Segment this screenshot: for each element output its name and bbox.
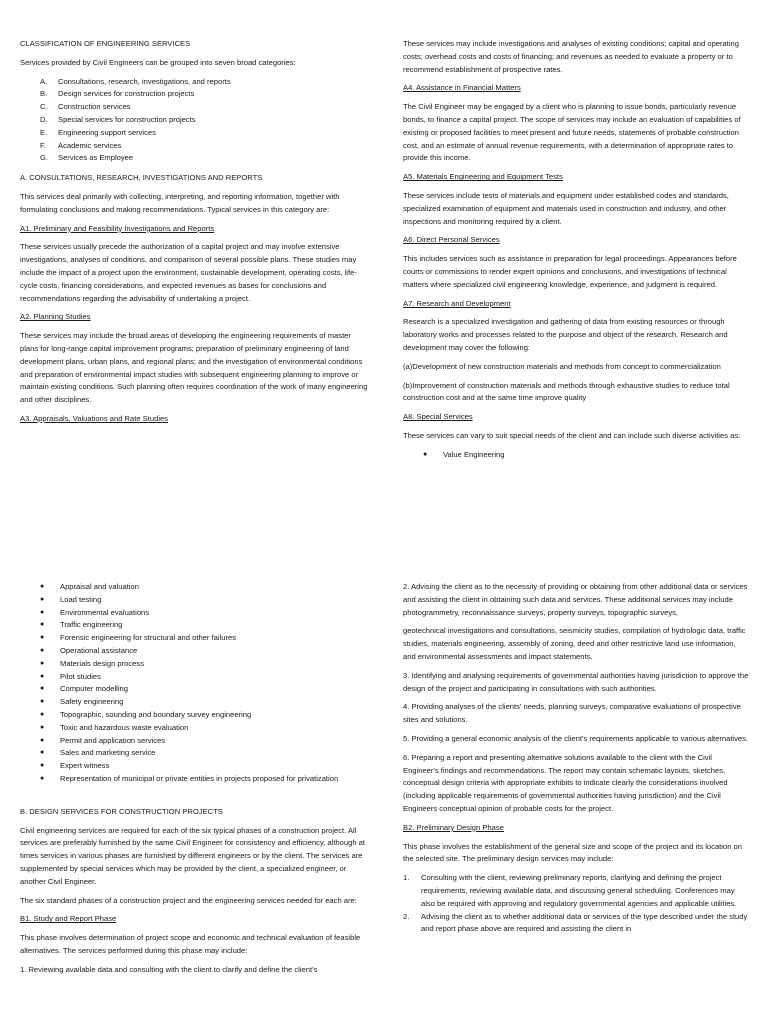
list-item-label: Sales and marketing service bbox=[60, 748, 156, 758]
list-item-label: Materials design process bbox=[60, 658, 144, 668]
a7-item-a: (a)Development of new construction materials and methods from concept to commercialization bbox=[403, 361, 721, 371]
bullet-icon: ● bbox=[40, 621, 45, 629]
a7-text: Research is a specialized investigation and gathering of data from existing resources or through laboratory works and processes related to the purpose and object of the research. Research and development may cover the following: bbox=[403, 317, 728, 352]
list-item bbox=[40, 683, 370, 696]
b2-heading: B2. Preliminary Design Phase bbox=[403, 822, 504, 832]
list-item bbox=[40, 747, 370, 760]
category-item bbox=[40, 152, 370, 165]
list-item bbox=[40, 607, 370, 620]
category-marker: B. bbox=[40, 89, 48, 99]
list-item bbox=[40, 581, 370, 594]
a4-text: The Civil Engineer may be engaged by a client who is planning to issue bonds, particularly revenue bonds, to finance a capital project. The scope of services may include an evaluation of capabilities of existing or proposed facilities to meet present and future needs, statements of probable construction cost, and an estimate of annual revenue requirements, with a determination of appropriate rates to provide this income. bbox=[403, 102, 741, 163]
list-item: ● Value Engineering bbox=[423, 449, 749, 462]
list-item-label: Representation of municipal or private entities in projects proposed for privatization bbox=[60, 773, 339, 783]
category-label: Construction services bbox=[58, 102, 131, 112]
list-item-label: Load testing bbox=[60, 594, 102, 604]
category-label: Special services for construction projects bbox=[58, 114, 196, 124]
list-item bbox=[40, 632, 370, 645]
category-marker: C. bbox=[40, 102, 48, 112]
bullet-icon: ● bbox=[40, 583, 45, 590]
list-item-label: Advising the client as to whether additional data or services of the type described under the study and report phase above are required and assisting the client in bbox=[421, 911, 748, 934]
category-label: Academic services bbox=[58, 140, 122, 150]
list-item-label: Permit and application services bbox=[60, 735, 166, 745]
bullet-icon: ● bbox=[40, 762, 45, 770]
b1-item-2: 2. Advising the client as to the necessity of providing or obtaining from other additional data or services and assisting the client in obtaining such data and services. These additional services may include photogrammetry, reconnaissance surveys, property surveys, topographic surveys, bbox=[403, 582, 748, 617]
category-marker: G. bbox=[40, 153, 49, 163]
bullet-icon: ● bbox=[40, 698, 45, 706]
category-label: Engineering support services bbox=[58, 127, 156, 137]
list-item bbox=[40, 760, 370, 773]
a2-heading: A2. Planning Studies bbox=[20, 312, 91, 322]
a1-heading: A1. Preliminary and Feasibility Investigations and Reports bbox=[20, 223, 215, 233]
category-label: Design services for construction projects bbox=[58, 89, 195, 99]
bottom-right-column bbox=[403, 581, 749, 936]
list-item-label: Forensic engineering for structural and other failures bbox=[60, 633, 237, 643]
category-item bbox=[40, 76, 370, 89]
section-b-text-1: Civil engineering services are required for each of the six typical phases of a construction project. All services are preferably furnished by the same Civil Engineer for consistency and efficiency, although at times services in various phases are furnished by different engineers or by the client. The services are supplemented by special services which may be provided by the client, a specialized engineer, or another Civil Engineer. bbox=[20, 825, 365, 886]
list-item bbox=[40, 696, 370, 709]
list-item-label: Environmental evaluations bbox=[60, 607, 150, 617]
bullet-icon: ● bbox=[40, 634, 45, 642]
list-item-label: Consulting with the client, reviewing preliminary reports, clarifying and defining the project requirements, reviewing available data, and discussing general scheduling. Conferences may also be required with approving and regulatory governmental agencies and applicable utilities. bbox=[421, 873, 737, 908]
top-right-column bbox=[403, 38, 749, 462]
category-marker: F. bbox=[40, 140, 46, 150]
a6-text: This includes services such as assistance in preparation for legal proceedings. Appearances before courts or commissions to render expert opinions and conclusions, and investigations of technical matters where specialized civil engineering knowledge, experience, and judgment is required. bbox=[403, 254, 737, 289]
a3-heading: A3. Appraisals, Valuations and Rate Studies bbox=[20, 413, 169, 423]
category-item bbox=[40, 88, 370, 101]
a8-list bbox=[403, 449, 749, 462]
category-item bbox=[40, 101, 370, 114]
list-item bbox=[40, 658, 370, 671]
a7-item-b: (b)Improvement of construction materials and methods through exhaustive studies to reduce total construction cost and at the same time improve quality bbox=[403, 380, 730, 403]
bullet-icon: ● bbox=[40, 723, 45, 731]
b1-item-4: 4. Providing analyses of the clients' needs, planning surveys, comparative evaluations of prospective sites and solutions. bbox=[403, 702, 741, 725]
b1-item-3: 3. Identifying and analysing requirements of governmental authorities having jurisdiction to approve the design of the project and participating in consultations with such authorities. bbox=[403, 670, 749, 693]
list-item bbox=[40, 645, 370, 658]
bullet-icon: ● bbox=[40, 672, 45, 680]
list-item bbox=[40, 773, 370, 786]
a7-heading: A7. Research and Development bbox=[403, 298, 511, 308]
category-item bbox=[40, 140, 370, 153]
list-item-label: Topographic, sounding and boundary survey engineering bbox=[60, 709, 252, 719]
bullet-icon: ● bbox=[40, 659, 45, 667]
b1-heading: B1. Study and Report Phase bbox=[20, 914, 117, 924]
b1-item-2-cont: geotechnical investigations and consultations, seismicity studies, compilation of hydrologic data, traffic studies, materials engineering, assembly of zoning, deed and other restrictive land use information, and environmental assessments and impact statements. bbox=[403, 626, 746, 661]
list-item-label: Operational assistance bbox=[60, 645, 138, 655]
section-a-heading: A. CONSULTATIONS, RESEARCH, INVESTIGATIONS AND REPORTS bbox=[20, 173, 263, 183]
list-item bbox=[40, 722, 370, 735]
a8-text: These services can vary to suit special needs of the client and can include such diverse activities as: bbox=[403, 430, 741, 440]
section-b-heading: B. DESIGN SERVICES FOR CONSTRUCTION PROJECTS bbox=[20, 806, 223, 816]
bullet-icon: ● bbox=[40, 774, 45, 782]
list-item bbox=[40, 594, 370, 607]
a5-heading: A5. Materials Engineering and Equipment Tests bbox=[403, 172, 563, 182]
list-item bbox=[403, 872, 749, 910]
b2-text: This phase involves the establishment of the general size and scope of the project and its location on the selected site. The preliminary design services may include: bbox=[403, 841, 742, 864]
list-item-label: Toxic and hazardous waste evaluation bbox=[60, 722, 189, 732]
intro-paragraph: Services provided by Civil Engineers can be grouped into seven broad categories: bbox=[20, 57, 296, 67]
category-item bbox=[40, 127, 370, 140]
list-item bbox=[40, 735, 370, 748]
section-b-text-2: The six standard phases of a construction project and the engineering services needed for each are: bbox=[20, 895, 357, 905]
list-item-label: Appraisal and valuation bbox=[60, 582, 139, 591]
b2-list bbox=[403, 872, 749, 936]
a3-text: These services may include investigations and analyses of existing conditions; capital and operating costs; overhead costs and costs of financing; and revenues as needed to evaluate a property or to recommend establishment of prospective rates. bbox=[403, 39, 740, 74]
bullet-icon: ● bbox=[40, 749, 45, 757]
b1-item-1: 1. Reviewing available data and consulting with the client to clarify and define the client's bbox=[20, 964, 318, 974]
a4-heading: A4. Assistance in Financial Matters bbox=[403, 83, 521, 93]
list-item-label: Traffic engineering bbox=[60, 620, 123, 630]
bullet-icon: ● bbox=[40, 736, 45, 744]
bottom-left-column bbox=[20, 581, 370, 977]
a5-text: These services include tests of materials and equipment under established codes and standards, specialized examination of equipment and materials used in construction and industry, and other inspections and monitoring required by a client. bbox=[403, 190, 729, 226]
category-marker: E. bbox=[40, 127, 48, 137]
bullet-icon: ● bbox=[40, 646, 45, 654]
list-marker: 1. bbox=[403, 873, 410, 883]
b1-text: This phase involves determination of project scope and economic and technical evaluation of feasible alternatives. The services performed during this phase may include: bbox=[20, 933, 361, 955]
b1-item-5: 5. Providing a general economic analysis of the client's requirements applicable to various alternatives. bbox=[403, 733, 749, 743]
bullet-icon: ● bbox=[423, 450, 428, 458]
list-item bbox=[40, 619, 370, 632]
section-a-text: This services deal primarily with collecting, interpreting, and reporting information, together with formulating conclusions and making recommendations. Typical services in this category are: bbox=[20, 191, 340, 214]
list-item bbox=[40, 709, 370, 722]
list-item-label: Expert witness bbox=[60, 761, 110, 771]
top-left-column bbox=[20, 38, 370, 426]
bullet-icon: ● bbox=[40, 595, 45, 603]
list-item bbox=[403, 911, 749, 937]
special-services-list bbox=[20, 581, 370, 786]
list-item-label: Computer modelling bbox=[60, 684, 128, 694]
list-item-label: Pilot studies bbox=[60, 671, 101, 681]
category-marker: A. bbox=[40, 76, 48, 86]
a1-text: These services usually precede the authorization of a capital project and may involve extensive investigations, analyses of conditions, and comparison of several possible plans. These studies may include the impact of a project upon the environment, sustainable development, operating costs, life-cycle costs, financing considerations, and expected revenues as bases for conclusions and recommendations regarding the advisability of undertaking a project. bbox=[20, 242, 357, 303]
a2-text: These services may include the broad areas of developing the engineering requirements of master plans for long-range capital improvement programs; preparation of preliminary engineering of land development plans, urban plans, and regional plans; and the investigation of environmental conditions and preparation of environmental impact studies with subsequent engineering planning to improve or maintain existing conditions. Such planning often requires coordination of the work of many engineering and other disciplines. bbox=[20, 331, 368, 405]
bullet-icon: ● bbox=[40, 710, 45, 718]
category-marker: D. bbox=[40, 114, 48, 124]
a8-heading: A8. Special Services bbox=[403, 412, 473, 422]
category-label: Services as Employee bbox=[58, 153, 134, 163]
list-marker: 2. bbox=[403, 911, 410, 921]
bullet-icon: ● bbox=[40, 608, 45, 616]
bullet-icon: ● bbox=[40, 685, 45, 693]
document-title: CLASSIFICATION OF ENGINEERING SERVICES bbox=[20, 39, 191, 48]
b1-item-6: 6. Preparing a report and presenting alternative solutions available to the client with the Civil Engineer's findings and recommendations. The report may contain schematic layouts, sketches, conceptual design criteria with appropriate exhibits to indicate clearly the considerations involved (including applicable requirements of governmental authorities having jurisdiction) and the Civil Engineers conceptual opinion of probable costs for the project. bbox=[403, 752, 728, 813]
list-item-label: Safety engineering bbox=[60, 697, 124, 707]
a6-heading: A6. Direct Personal Services bbox=[403, 235, 500, 245]
category-list bbox=[20, 76, 370, 166]
category-label: Consultations, research, investigations, and reports bbox=[58, 76, 231, 86]
list-item bbox=[40, 671, 370, 684]
category-item bbox=[40, 114, 370, 127]
